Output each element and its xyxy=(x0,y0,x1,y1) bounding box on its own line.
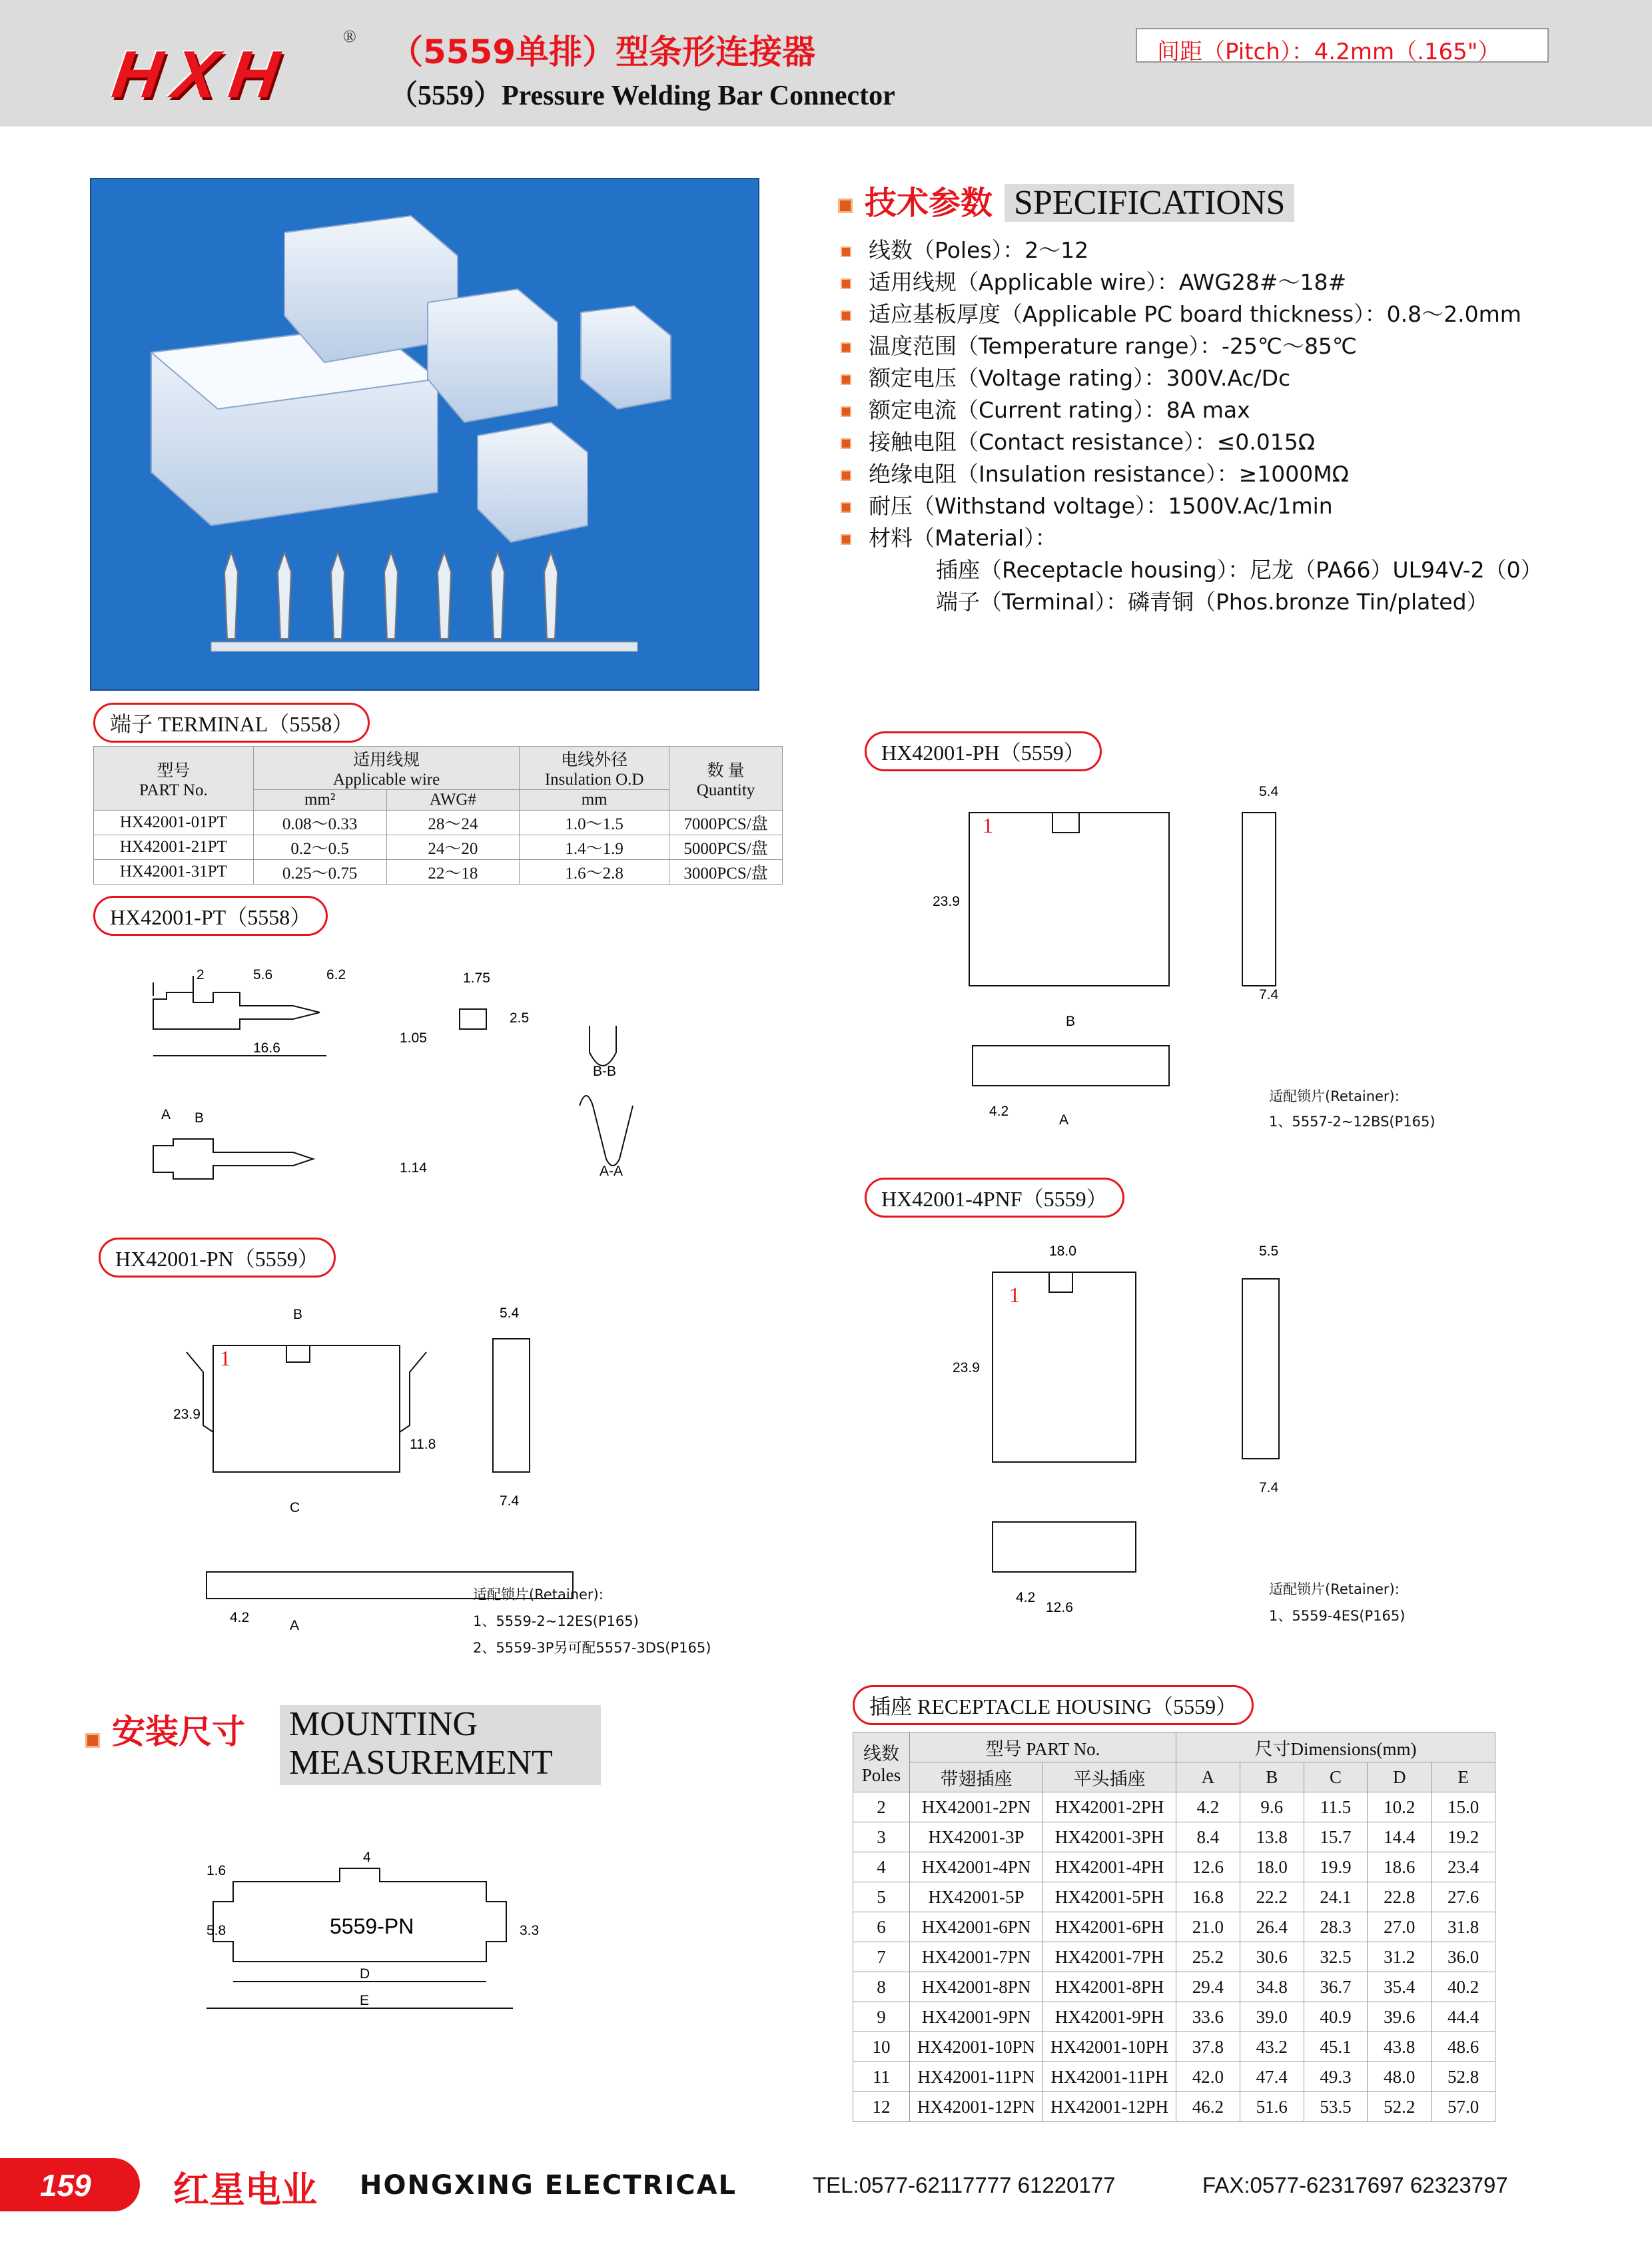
spec-material-housing: 插座（Receptacle housing）：尼龙（PA66）UL94V-2（0） xyxy=(936,557,1543,583)
th-qty-cn: 数 量 xyxy=(707,761,745,780)
terminal-table xyxy=(93,746,783,885)
bullet-square-icon xyxy=(85,1733,100,1748)
th-od-en: Insulation O.D xyxy=(544,771,644,789)
cell: HX42001-10PN xyxy=(910,2032,1043,2062)
ph-retainer-title: 适配锁片(Retainer): xyxy=(1269,1088,1400,1104)
table-row xyxy=(853,2092,1495,2122)
specs-heading-cn: 技术参数 xyxy=(865,185,993,222)
table-row xyxy=(853,1882,1495,1912)
receptacle-table-body xyxy=(853,1792,1495,2122)
spec-material-terminal: 端子（Terminal）：磷青铜（Phos.bronze Tin/plated） xyxy=(936,589,1489,615)
dim-2: 2 xyxy=(197,967,205,982)
cell: HX42001-11PN xyxy=(910,2062,1043,2092)
bullet-square-icon xyxy=(838,198,853,213)
bullet-icon xyxy=(841,246,851,257)
label-b-b: B-B xyxy=(593,1064,617,1079)
spec-text: 耐压（Withstand voltage）：1500V.Ac/1min xyxy=(869,493,1333,519)
dim-a: A xyxy=(290,1618,300,1632)
dim-23-9: 23.9 xyxy=(933,894,960,909)
spec-current xyxy=(841,393,1250,424)
housing-ear-icon xyxy=(478,422,588,542)
cell: HX42001-4PH xyxy=(1043,1852,1176,1882)
dim-5-4: 5.4 xyxy=(1259,784,1279,799)
cell: 1.6～2.8 xyxy=(520,860,669,885)
cell: 26.4 xyxy=(1240,1912,1304,1942)
cell: HX42001-4PN xyxy=(910,1852,1043,1882)
bullet-icon xyxy=(841,534,851,545)
mounting-drawing xyxy=(193,1848,553,2048)
cell: HX42001-8PH xyxy=(1043,1972,1176,2002)
cell: 21.0 xyxy=(1176,1912,1240,1942)
pt-drawing-title: HX42001-PT（5558） xyxy=(93,896,328,936)
cell: HX42001-10PH xyxy=(1043,2032,1176,2062)
dim-7-4: 7.4 xyxy=(500,1493,520,1509)
mounting-heading-cn: 安装尺寸 xyxy=(112,1712,245,1751)
cell: HX42001-7PN xyxy=(910,1942,1043,1972)
cell: HX42001-3PH xyxy=(1043,1822,1176,1852)
spec-poles xyxy=(841,233,1088,264)
cell: 29.4 xyxy=(1176,1972,1240,2002)
table-row xyxy=(853,2062,1495,2092)
cell: 22.2 xyxy=(1240,1882,1304,1912)
th-b: B xyxy=(1240,1762,1304,1792)
cell: 30.6 xyxy=(1240,1942,1304,1972)
th-poles-en: Poles xyxy=(861,1764,901,1785)
brand-logo: HXH xyxy=(108,37,296,112)
terminal-strip-icon xyxy=(211,552,637,651)
cell: 34.8 xyxy=(1240,1972,1304,2002)
cell: HX42001-8PN xyxy=(910,1972,1043,2002)
dim-5-6: 5.6 xyxy=(253,967,273,982)
table-row xyxy=(853,1942,1495,1972)
cell: HX42001-2PH xyxy=(1043,1792,1176,1822)
dim-c: C xyxy=(290,1500,300,1515)
table-row xyxy=(853,1822,1495,1852)
table-row xyxy=(853,2002,1495,2032)
page-title-cn: （5559单排）型条形连接器 xyxy=(390,33,816,71)
receptacle-table xyxy=(853,1732,1495,2122)
cell: 9 xyxy=(853,2002,910,2032)
ph-retainer-1: 1、5557-2~12BS(P165) xyxy=(1269,1114,1436,1130)
cell: 49.3 xyxy=(1304,2062,1368,2092)
specs-heading xyxy=(838,177,1294,223)
pin-1-marker: 1 xyxy=(1009,1283,1020,1307)
cell: 25.2 xyxy=(1176,1942,1240,1972)
dim-a: A xyxy=(1059,1112,1069,1128)
pin-1-marker: 1 xyxy=(983,813,993,837)
dim-23-9: 23.9 xyxy=(173,1407,201,1422)
spec-contact xyxy=(841,425,1315,456)
cell: 31.2 xyxy=(1368,1942,1432,1972)
spec-text: 接触电阻（Contact resistance）：≤0.015Ω xyxy=(869,429,1315,455)
pnf-drawing-title: HX42001-4PNF（5559） xyxy=(865,1178,1124,1218)
cell: 24.1 xyxy=(1304,1882,1368,1912)
cell: HX42001-7PH xyxy=(1043,1942,1176,1972)
cell: 33.6 xyxy=(1176,2002,1240,2032)
cell: 22～18 xyxy=(386,860,520,885)
th-wire-en: Applicable wire xyxy=(332,771,440,789)
cell: HX42001-11PH xyxy=(1043,2062,1176,2092)
receptacle-title: 插座 RECEPTACLE HOUSING（5559） xyxy=(853,1685,1254,1725)
table-row xyxy=(94,860,783,885)
ph-drawing-title: HX42001-PH（5559） xyxy=(865,731,1102,771)
dim-18-0: 18.0 xyxy=(1049,1244,1076,1259)
pn-retainer-1: 1、5559-2~12ES(P165) xyxy=(473,1613,639,1629)
spec-text: 适应基板厚度（Applicable PC board thickness）：0.8～2.0mm xyxy=(869,301,1521,327)
spec-text: 线数（Poles）：2～12 xyxy=(869,237,1089,263)
cell: 31.8 xyxy=(1432,1912,1495,1942)
th-poles-cn: 线数 xyxy=(863,1743,899,1764)
pn-housing-drawing xyxy=(160,1299,600,1632)
cell: 45.1 xyxy=(1304,2032,1368,2062)
cell: HX42001-5PH xyxy=(1043,1882,1176,1912)
cell: 22.8 xyxy=(1368,1882,1432,1912)
th-od-cn: 电线外径 xyxy=(561,751,628,769)
cell: 4 xyxy=(853,1852,910,1882)
dim-b: B xyxy=(1066,1014,1076,1029)
bullet-icon xyxy=(841,438,851,449)
cell: 36.7 xyxy=(1304,1972,1368,2002)
table-row xyxy=(853,1792,1495,1822)
pnf-retainer-title: 适配锁片(Retainer): xyxy=(1269,1581,1400,1597)
spec-board xyxy=(841,297,1521,328)
th-awg: AWG# xyxy=(386,790,520,811)
spec-insulation xyxy=(841,457,1349,488)
spec-withstand xyxy=(841,489,1333,520)
th-wire xyxy=(253,747,520,790)
dim-16-6: 16.6 xyxy=(253,1040,280,1056)
cell: 39.6 xyxy=(1368,2002,1432,2032)
cell: 11 xyxy=(853,2062,910,2092)
brand-name-en: HONGXING ELECTRICAL xyxy=(360,2170,737,2201)
cell: 7 xyxy=(853,1942,910,1972)
cell: 47.4 xyxy=(1240,2062,1304,2092)
dim-11-8: 11.8 xyxy=(410,1437,436,1452)
spec-text: 额定电压（Voltage rating）：300V.Ac/Dc xyxy=(869,365,1291,391)
th-dims: 尺寸Dimensions(mm) xyxy=(1176,1732,1495,1762)
page-number: 159 xyxy=(0,2158,140,2211)
cell: 10 xyxy=(853,2032,910,2062)
cell: 27.0 xyxy=(1368,1912,1432,1942)
cell: 15.0 xyxy=(1432,1792,1495,1822)
cell: HX42001-3P xyxy=(910,1822,1043,1852)
cell: 15.7 xyxy=(1304,1822,1368,1852)
dim-d: D xyxy=(360,1966,370,1982)
cell: 0.2～0.5 xyxy=(253,835,386,860)
spec-text: 额定电流（Current rating）：8A max xyxy=(869,397,1250,423)
bullet-icon xyxy=(841,310,851,321)
spec-text: 绝缘电阻（Insulation resistance）：≥1000MΩ xyxy=(869,461,1349,487)
cell: 32.5 xyxy=(1304,1942,1368,1972)
cell: 35.4 xyxy=(1368,1972,1432,2002)
cell: 2 xyxy=(853,1792,910,1822)
cell: 48.0 xyxy=(1368,2062,1432,2092)
th-qty-en: Quantity xyxy=(696,781,755,799)
cell: 23.4 xyxy=(1432,1852,1495,1882)
cell: HX42001-5P xyxy=(910,1882,1043,1912)
cell: 52.2 xyxy=(1368,2092,1432,2122)
mounting-heading xyxy=(85,1705,245,1753)
ph-housing-drawing xyxy=(933,779,1372,1139)
mounting-en-line2: MEASUREMENT xyxy=(289,1744,553,1782)
cell: 37.8 xyxy=(1176,2032,1240,2062)
cell: 43.2 xyxy=(1240,2032,1304,2062)
pin-1-marker: 1 xyxy=(220,1346,230,1370)
cell: HX42001-6PN xyxy=(910,1912,1043,1942)
connector-photo-illustration xyxy=(91,179,759,691)
table-row xyxy=(853,1852,1495,1882)
pn-drawing-title: HX42001-PN（5559） xyxy=(99,1238,336,1278)
mounting-en-line1: MOUNTING xyxy=(289,1705,478,1743)
cell: 0.08～0.33 xyxy=(253,811,386,835)
dim-23-9: 23.9 xyxy=(953,1360,980,1375)
pitch-text: 间距（Pitch）：4.2mm（.165"） xyxy=(1157,39,1501,65)
spec-text: 温度范围（Temperature range）：-25℃～85℃ xyxy=(869,333,1357,359)
th-e: E xyxy=(1432,1762,1495,1792)
spec-text: 适用线规（Applicable wire）：AWG28#～18# xyxy=(869,269,1347,295)
cell: 48.6 xyxy=(1432,2032,1495,2062)
cell: HX42001-9PN xyxy=(910,2002,1043,2032)
cell: 28.3 xyxy=(1304,1912,1368,1942)
spec-voltage xyxy=(841,361,1290,392)
cell: 24～20 xyxy=(386,835,520,860)
th-poles xyxy=(853,1732,910,1792)
table-header-row xyxy=(94,747,783,790)
terminal-title: 端子 TERMINAL（5558） xyxy=(93,703,370,743)
cell: 7000PCS/盘 xyxy=(669,811,783,835)
th-part-cn: 型号 xyxy=(157,761,191,780)
th-c: C xyxy=(1304,1762,1368,1792)
pitch-badge xyxy=(1136,28,1549,63)
table-header-row xyxy=(853,1732,1495,1762)
page-title-en: （5559）Pressure Welding Bar Connector xyxy=(390,81,895,111)
cell: 52.8 xyxy=(1432,2062,1495,2092)
bullet-icon xyxy=(841,278,851,289)
registered-mark: ® xyxy=(343,27,356,46)
dim-5-5: 5.5 xyxy=(1259,1244,1279,1259)
cell: 5000PCS/盘 xyxy=(669,835,783,860)
housing-small-icon xyxy=(428,289,558,422)
th-part xyxy=(94,747,254,811)
table-row xyxy=(853,2032,1495,2062)
th-mm2: mm² xyxy=(253,790,386,811)
th-ear: 带翅插座 xyxy=(910,1762,1043,1792)
cell: HX42001-2PN xyxy=(910,1792,1043,1822)
dim-1-14: 1.14 xyxy=(400,1160,427,1176)
dim-4-2: 4.2 xyxy=(989,1104,1009,1119)
dim-4-2: 4.2 xyxy=(1016,1590,1036,1605)
pn-retainer-title: 适配锁片(Retainer): xyxy=(473,1587,604,1603)
cell: 12.6 xyxy=(1176,1852,1240,1882)
cell: 4.2 xyxy=(1176,1792,1240,1822)
contact-tel: TEL:0577-62117777 61220177 xyxy=(813,2173,1116,2197)
specs-heading-en: SPECIFICATIONS xyxy=(1005,184,1294,222)
th-d: D xyxy=(1368,1762,1432,1792)
cell: 53.5 xyxy=(1304,2092,1368,2122)
cell: 10.2 xyxy=(1368,1792,1432,1822)
spec-wire xyxy=(841,265,1346,296)
bullet-icon xyxy=(841,374,851,385)
dim-1-75: 1.75 xyxy=(463,970,490,986)
housing-tiny-icon xyxy=(581,306,671,409)
dim-7-4: 7.4 xyxy=(1259,1480,1279,1495)
cell: HX42001-12PH xyxy=(1043,2092,1176,2122)
cell: 28～24 xyxy=(386,811,520,835)
dim-5-8: 5.8 xyxy=(206,1923,226,1938)
cell: 8 xyxy=(853,1972,910,2002)
product-photo xyxy=(90,178,759,691)
table-subheader-row xyxy=(853,1762,1495,1792)
contact-fax: FAX:0577-62317697 62323797 xyxy=(1202,2173,1508,2197)
dim-12-6: 12.6 xyxy=(1046,1600,1073,1615)
spec-temp xyxy=(841,329,1357,360)
cell: 13.8 xyxy=(1240,1822,1304,1852)
dim-3-3: 3.3 xyxy=(520,1923,540,1938)
dim-1-05: 1.05 xyxy=(400,1030,427,1046)
th-flat: 平头插座 xyxy=(1043,1762,1176,1792)
cell: 14.4 xyxy=(1368,1822,1432,1852)
dim-4-2: 4.2 xyxy=(230,1610,250,1625)
cell: HX42001-12PN xyxy=(910,2092,1043,2122)
bullet-icon xyxy=(841,342,851,353)
th-od xyxy=(520,747,669,790)
th-part-en: PART No. xyxy=(139,781,208,799)
bullet-icon xyxy=(841,406,851,417)
cell: 51.6 xyxy=(1240,2092,1304,2122)
dim-b: B xyxy=(293,1307,303,1322)
mounting-heading-en xyxy=(280,1705,601,1785)
cell: 16.8 xyxy=(1176,1882,1240,1912)
dim-e: E xyxy=(360,1993,370,2008)
cell: 27.6 xyxy=(1432,1882,1495,1912)
label-a-a: A-A xyxy=(600,1164,623,1179)
pnf-retainer-1: 1、5559-4ES(P165) xyxy=(1269,1608,1406,1624)
mounting-part-label: 5559-PN xyxy=(330,1914,414,1938)
dim-6-2: 6.2 xyxy=(326,967,346,982)
cell: 3 xyxy=(853,1822,910,1852)
cell: 40.9 xyxy=(1304,2002,1368,2032)
cell: 46.2 xyxy=(1176,2092,1240,2122)
dim-7-4: 7.4 xyxy=(1259,987,1279,1002)
cell: HX42001-9PH xyxy=(1043,2002,1176,2032)
cell: 9.6 xyxy=(1240,1792,1304,1822)
cell: 19.9 xyxy=(1304,1852,1368,1882)
label-b: B xyxy=(195,1110,205,1126)
pnf-housing-drawing xyxy=(939,1242,1366,1615)
cell: 5 xyxy=(853,1882,910,1912)
cell: 36.0 xyxy=(1432,1942,1495,1972)
cell: 1.0～1.5 xyxy=(520,811,669,835)
cell: 43.8 xyxy=(1368,2032,1432,2062)
table-row xyxy=(94,835,783,860)
cell: HX42001-6PH xyxy=(1043,1912,1176,1942)
spec-text: 材料（Material）： xyxy=(869,525,1057,551)
table-row xyxy=(853,1912,1495,1942)
dim-1-6: 1.6 xyxy=(206,1863,226,1878)
table-row xyxy=(853,1972,1495,2002)
cell: 8.4 xyxy=(1176,1822,1240,1852)
cell: 6 xyxy=(853,1912,910,1942)
th-part: 型号 PART No. xyxy=(910,1732,1176,1762)
cell: 0.25～0.75 xyxy=(253,860,386,885)
dim-4: 4 xyxy=(363,1850,371,1865)
th-mm: mm xyxy=(520,790,669,811)
pn-retainer-2: 2、5559-3P另可配5557-3DS(P165) xyxy=(473,1640,711,1656)
cell: 19.2 xyxy=(1432,1822,1495,1852)
cell: 57.0 xyxy=(1432,2092,1495,2122)
cell: 1.4～1.9 xyxy=(520,835,669,860)
brand-name-cn: 红星电业 xyxy=(173,2169,317,2211)
cell: 3000PCS/盘 xyxy=(669,860,783,885)
table-row xyxy=(94,811,783,835)
cell: 12 xyxy=(853,2092,910,2122)
cell: 40.2 xyxy=(1432,1972,1495,2002)
terminal-drawing xyxy=(147,959,679,1199)
cell: HX42001-01PT xyxy=(94,811,254,835)
spec-material xyxy=(841,521,1057,552)
cell: 44.4 xyxy=(1432,2002,1495,2032)
th-a: A xyxy=(1176,1762,1240,1792)
th-wire-cn: 适用线规 xyxy=(353,751,420,769)
dim-2-5: 2.5 xyxy=(510,1010,530,1026)
bullet-icon xyxy=(841,502,851,513)
cell: 42.0 xyxy=(1176,2062,1240,2092)
cell: 18.6 xyxy=(1368,1852,1432,1882)
cell: HX42001-31PT xyxy=(94,860,254,885)
dim-5-4: 5.4 xyxy=(500,1306,520,1321)
cell: 39.0 xyxy=(1240,2002,1304,2032)
label-a: A xyxy=(161,1107,171,1122)
housing-large-icon xyxy=(151,326,438,526)
cell: 11.5 xyxy=(1304,1792,1368,1822)
th-qty xyxy=(669,747,783,811)
cell: 18.0 xyxy=(1240,1852,1304,1882)
bullet-icon xyxy=(841,470,851,481)
cell: HX42001-21PT xyxy=(94,835,254,860)
